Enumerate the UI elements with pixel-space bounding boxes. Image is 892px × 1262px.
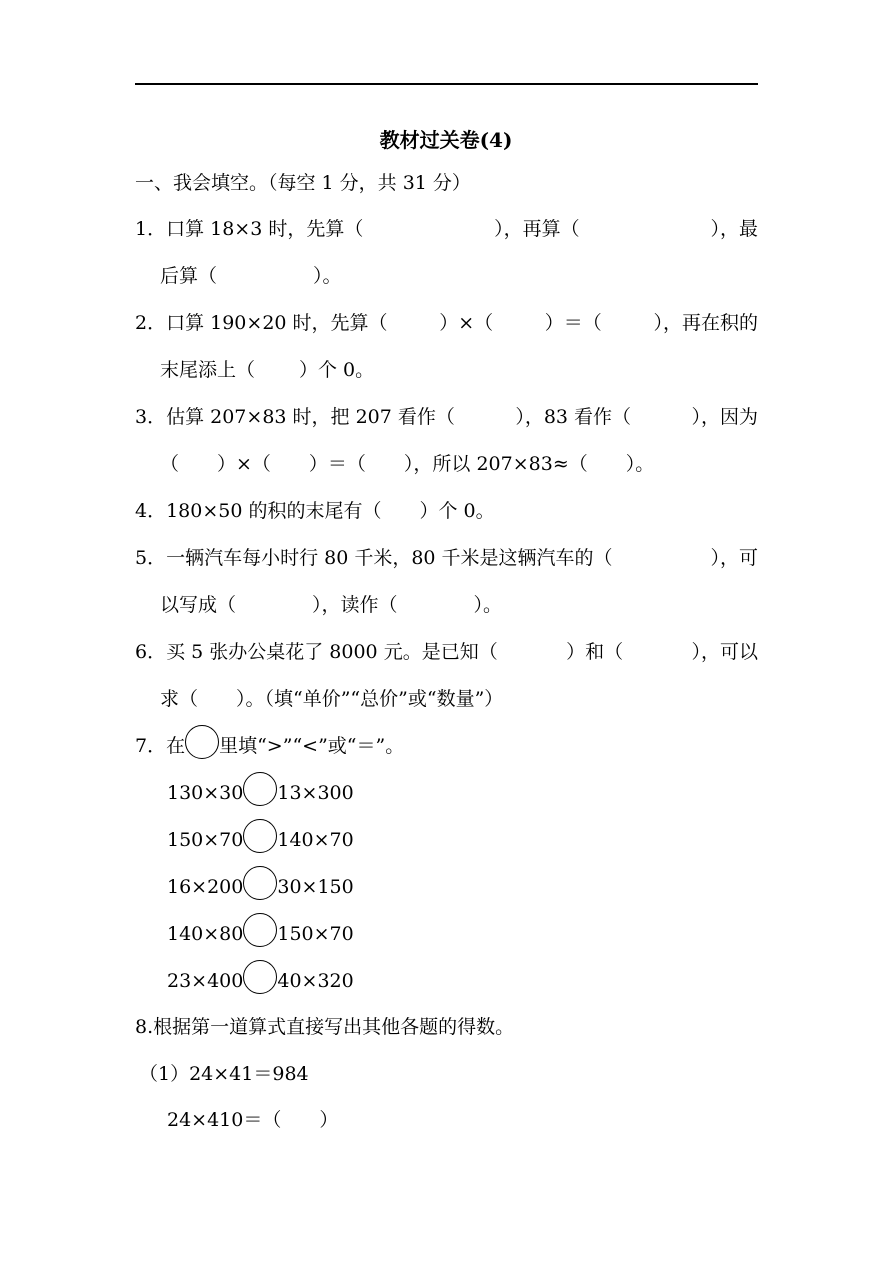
- question-6-line-2: 求（ ）。（填“单价”“总价”或“数量”）: [160, 688, 504, 710]
- question-5-line-1: 5．一辆汽车每小时行 80 千米，80 千米是这辆汽车的（ ），可: [135, 547, 758, 569]
- question-2-line-1: 2．口算 190×20 时，先算（ ）×（ ）＝（ ），再在积的: [135, 312, 758, 334]
- compare-answer-circle[interactable]: [243, 772, 277, 806]
- question-8: 8.根据第一道算式直接写出其他各题的得数。: [135, 1016, 515, 1038]
- compare-row: 16×200 30×150: [167, 875, 354, 899]
- page-title: 教材过关卷(4): [379, 128, 513, 152]
- compare-answer-circle[interactable]: [243, 913, 277, 947]
- question-6-line-1: 6．买 5 张办公桌花了 8000 元。是已知（ ）和（ ），可以: [135, 641, 758, 663]
- question-7: 7．在 里填“>”“<”或“＝”。: [135, 734, 404, 758]
- question-1-line-1: 1．口算 18×3 时，先算（ ），再算（ ），最: [135, 218, 758, 240]
- circle-blank-icon: [185, 725, 219, 759]
- compare-row: 150×70 140×70: [167, 828, 354, 852]
- compare-row: 130×30 13×300: [167, 781, 354, 805]
- compare-answer-circle[interactable]: [243, 960, 277, 994]
- question-3-line-1: 3．估算 207×83 时，把 207 看作（ ），83 看作（ ），因为: [135, 406, 758, 428]
- section-heading: 一、我会填空。（每空 1 分，共 31 分）: [135, 172, 471, 194]
- compare-answer-circle[interactable]: [243, 866, 277, 900]
- compare-row: 140×80 150×70: [167, 922, 354, 946]
- question-4: 4．180×50 的积的末尾有（ ）个 0。: [135, 500, 495, 522]
- compare-row: 23×400 40×320: [167, 969, 354, 993]
- question-8-part-1-item: 24×410＝（ ）: [167, 1109, 339, 1131]
- header-rule: [135, 83, 758, 85]
- question-8-part-1: （1）24×41＝984: [139, 1063, 309, 1085]
- compare-answer-circle[interactable]: [243, 819, 277, 853]
- question-2-line-2: 末尾添上（ ）个 0。: [160, 359, 375, 381]
- question-1-line-2: 后算（ ）。: [160, 265, 342, 287]
- question-5-line-2: 以写成（ ），读作（ ）。: [160, 594, 503, 616]
- question-3-line-2: （ ）×（ ）＝（ ），所以 207×83≈（ ）。: [160, 453, 655, 475]
